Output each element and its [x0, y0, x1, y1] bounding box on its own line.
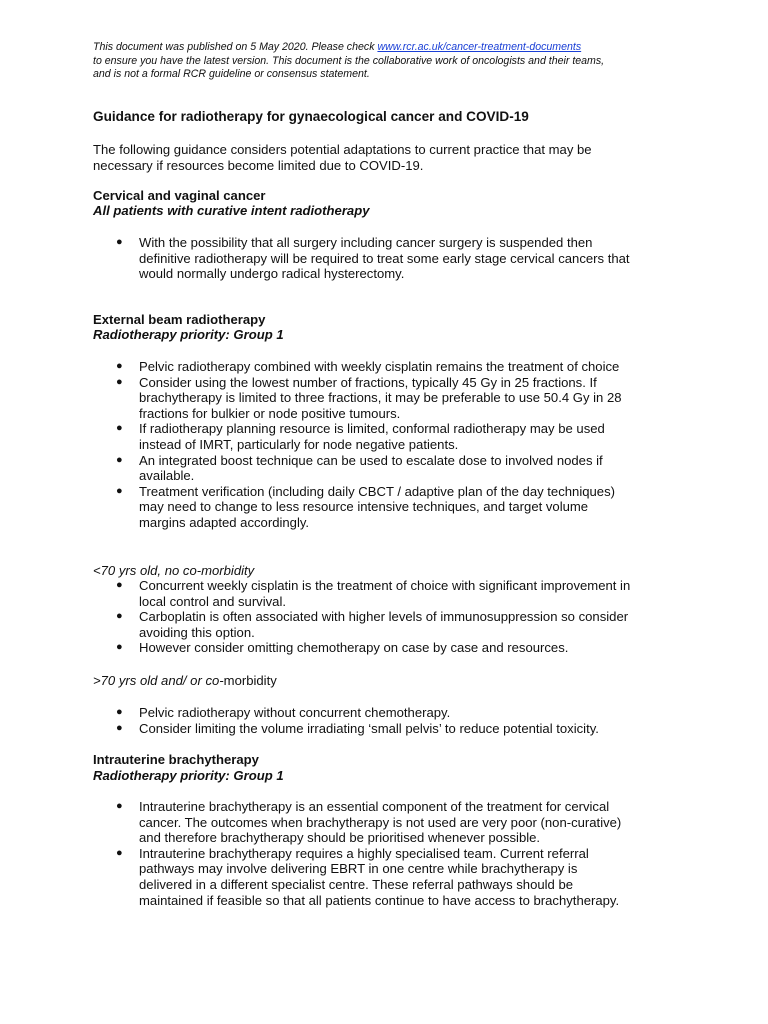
- cervical-heading: Cervical and vaginal cancer: [93, 188, 266, 203]
- bullet-item: [93, 484, 683, 531]
- bullet-line: avoiding this option.: [139, 624, 255, 640]
- bullet-dot-icon: ●: [116, 236, 123, 248]
- bullet-dot-icon: ●: [116, 360, 123, 372]
- bullet-dot-icon: ●: [116, 375, 123, 388]
- bullet-item: [93, 846, 683, 908]
- bullet-line: Intrauterine brachytherapy is an essential component of the treatment for cervical: [139, 799, 610, 814]
- bullet-item: [93, 799, 683, 846]
- notice-line-1: This document was published on 5 May 2020. Please check www.rcr.ac.uk/cancer-treatment-documents: [93, 41, 582, 53]
- bullet-dot-icon: ●: [116, 610, 123, 623]
- bullet-line: Pelvic radiotherapy without concurrent chemotherapy.: [139, 705, 451, 720]
- bullet-line: would normally undergo radical hysterectomy.: [139, 266, 405, 282]
- brachy-subheading: Radiotherapy priority: Group 1: [93, 768, 284, 783]
- bullet-line: brachytherapy is limited to three fractions, it may be preferable to use 50.4 Gy in 28: [139, 390, 622, 406]
- notice-line-2: to ensure you have the latest version. This document is the collaborative work of oncologists and their teams,: [93, 54, 605, 67]
- bullet-line: Pelvic radiotherapy combined with weekly cisplatin remains the treatment of choice: [139, 359, 620, 374]
- bullet-dot-icon: ●: [116, 484, 123, 497]
- bullet-dot-icon: ●: [116, 422, 123, 435]
- under70-heading: <70 yrs old, no co-morbidity: [93, 563, 255, 578]
- bullet-line: cancer. The outcomes when brachytherapy is not used are very poor (non-curative): [139, 814, 622, 830]
- bullet-line: margins adapted accordingly.: [139, 514, 310, 530]
- bullet-item: [93, 453, 683, 484]
- brachy-heading: Intrauterine brachytherapy: [93, 752, 259, 767]
- bullet-line: Concurrent weekly cisplatin is the treatment of choice with significant improvement in: [139, 578, 631, 593]
- bullet-line: However consider omitting chemotherapy on case by case and resources.: [139, 640, 569, 656]
- bullet-line: local control and survival.: [139, 593, 287, 609]
- bullet-line: Consider limiting the volume irradiating ‘small pelvis’ to reduce potential toxicity.: [139, 720, 599, 736]
- bullet-line: Treatment verification (including daily CBCT / adaptive plan of the day techniques): [139, 483, 615, 499]
- ebrt-heading: External beam radiotherapy: [93, 312, 266, 327]
- cervical-subheading: All patients with curative intent radiotherapy: [93, 203, 370, 218]
- bullet-dot-icon: ●: [116, 453, 123, 466]
- bullet-line: available.: [139, 468, 195, 484]
- publication-notice: [93, 41, 693, 82]
- document-title: Guidance for radiotherapy for gynaecological cancer and COVID-19: [93, 109, 529, 124]
- bullet-item: [93, 640, 683, 656]
- cervical-bullet-list: [93, 235, 683, 282]
- bullet-line: and therefore brachytherapy should be prioritised whenever possible.: [139, 830, 541, 846]
- bullet-dot-icon: ●: [116, 800, 123, 812]
- bullet-dot-icon: ●: [116, 706, 123, 718]
- bullet-item: [93, 375, 683, 422]
- bullet-line: Intrauterine brachytherapy requires a highly specialised team. Current referral: [139, 845, 589, 861]
- bullet-line: If radiotherapy planning resource is limited, conformal radiotherapy may be used: [139, 421, 605, 437]
- bullet-line: may need to change to less resource intensive techniques, and target volume: [139, 499, 589, 515]
- notice-line-3: and is not a formal RCR guideline or consensus statement.: [93, 68, 370, 81]
- ebrt-subheading: Radiotherapy priority: Group 1: [93, 327, 284, 342]
- intro-paragraph: The following guidance considers potential adaptations to current practice that may be necessary if resources become limited due to COVID-19.: [93, 142, 592, 173]
- bullet-dot-icon: ●: [116, 721, 123, 734]
- bullet-item: [93, 721, 683, 737]
- bullet-line: Consider using the lowest number of fractions, typically 45 Gy in 25 fractions. If: [139, 374, 597, 390]
- bullet-line: pathways may involve delivering EBRT in one centre while brachytherapy is: [139, 861, 578, 877]
- under70-bullet-list: [93, 578, 683, 656]
- bullet-line: definitive radiotherapy will be required to treat some early stage cervical cancers that: [139, 250, 630, 266]
- bullet-item: [93, 359, 683, 375]
- bullet-line: delivered in a different specialist centre. These referral pathways should be: [139, 876, 574, 892]
- bullet-item: [93, 578, 683, 609]
- over70-heading: >70 yrs old and/ or co-morbidity: [93, 673, 277, 688]
- bullet-line: An integrated boost technique can be used to escalate dose to involved nodes if: [139, 452, 603, 468]
- bullet-dot-icon: ●: [116, 641, 123, 654]
- bullet-item: [93, 705, 683, 721]
- rcr-documents-link[interactable]: www.rcr.ac.uk/cancer-treatment-documents: [377, 41, 582, 53]
- bullet-item: [93, 609, 683, 640]
- bullet-line: Carboplatin is often associated with higher levels of immunosuppression so consider: [139, 609, 629, 625]
- bullet-line: instead of IMRT, particularly for node negative patients.: [139, 436, 459, 452]
- bullet-item: [93, 421, 683, 452]
- bullet-line: maintained if feasible so that all patients continue to have access to brachytherapy.: [139, 892, 620, 908]
- bullet-line: fractions for bulkier or node positive tumours.: [139, 405, 401, 421]
- brachy-bullet-list: [93, 799, 683, 908]
- bullet-line: With the possibility that all surgery including cancer surgery is suspended then: [139, 235, 593, 250]
- ebrt-bullet-list: [93, 359, 683, 531]
- bullet-dot-icon: ●: [116, 579, 123, 591]
- bullet-item: [93, 235, 683, 282]
- bullet-dot-icon: ●: [116, 846, 123, 859]
- over70-bullet-list: [93, 705, 683, 736]
